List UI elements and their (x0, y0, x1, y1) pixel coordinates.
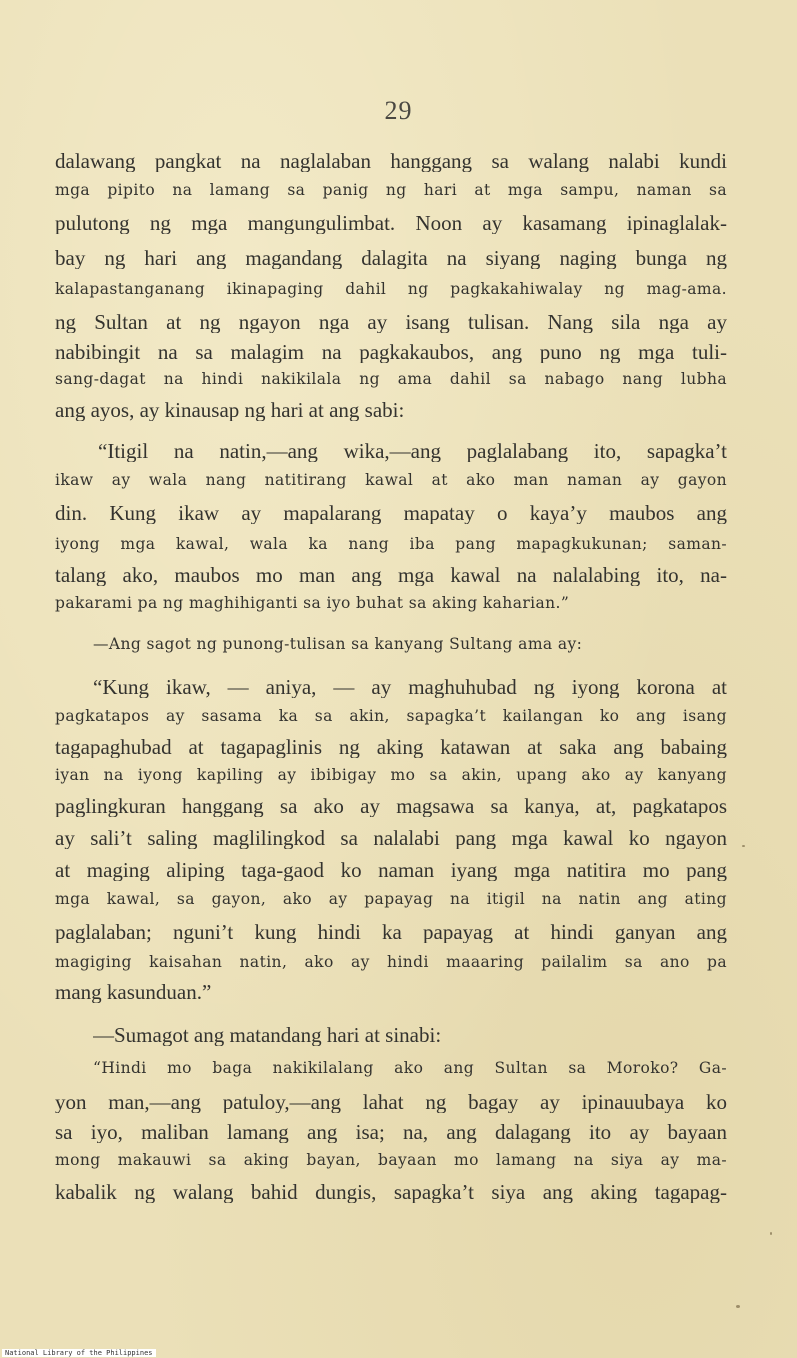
paper-speck (770, 1232, 772, 1235)
text-line-12: din. Kung ikaw ay mapalarang mapatay o kaya’y maubos ang (55, 503, 727, 524)
text-line-17: “Kung ikaw, — aniya, — ay maghuhubad ng iyong korona at (93, 677, 727, 698)
text-line-21: paglingkuran hanggang sa ako ay magsawa sa kanya, at, pagkatapos (55, 796, 727, 817)
text-line-5: kalapastanganang ikinapaging dahil ng pagkakahiwalay ng mag-ama. (55, 282, 727, 298)
text-line-7: nabibingit na sa malagim na pagkakaubos, ang puno ng mga tuli- (55, 342, 727, 363)
text-line-14: talang ako, maubos mo man ang mga kawal na nalalabing ito, na- (55, 565, 727, 586)
page-number: 29 (384, 96, 413, 125)
text-line-18: pagkatapos ay sasama ka sa akin, sapagka’t kailangan ko ang isang (55, 709, 727, 725)
paper-speck (742, 845, 745, 847)
text-line-15: pakarami pa ng maghihiganti sa iyo buhat sa aking kaharian.” (55, 596, 570, 612)
text-line-1: dalawang pangkat na naglalaban hanggang sa walang nalabi kundi (55, 151, 727, 172)
text-line-20: iyan na iyong kapiling ay ibibigay mo sa akin, upang ako ay kanyang (55, 768, 727, 784)
text-line-24: mga kawal, sa gayon, ako ay papayag na itigil na natin ang ating (55, 892, 727, 908)
text-line-9: ang ayos, ay kinausap ng hari at ang sabi: (55, 400, 405, 421)
text-line-19: tagapaghubad at tagapaglinis ng aking katawan at saka ang babaing (55, 737, 727, 758)
text-line-23: at maging aliping taga-gaod ko naman iyang mga natitira mo pang (55, 860, 727, 881)
text-line-11: ikaw ay wala nang natitirang kawal at ako man naman ay gayon (55, 473, 727, 489)
text-line-26: magiging kaisahan natin, ako ay hindi maaaring pailalim sa ano pa (55, 955, 727, 971)
paper-speck (736, 1305, 740, 1308)
text-line-22: ay sali’t saling maglilingkod sa nalalabi pang mga kawal ko ngayon (55, 828, 727, 849)
text-line-31: sa iyo, maliban lamang ang isa; na, ang dalagang ito ay bayaan (55, 1122, 727, 1143)
text-line-13: iyong mga kawal, wala ka nang iba pang mapagkukunan; saman- (55, 537, 727, 553)
text-line-4: bay ng hari ang magandang dalagita na siyang naging bunga ng (55, 248, 727, 269)
text-line-32: mong makauwi sa aking bayan, bayaan mo lamang na siya ay ma- (55, 1153, 727, 1169)
text-line-16: —Ang sagot ng punong-tulisan sa kanyang Sultang ama ay: (93, 637, 583, 653)
text-line-29: “Hindi mo baga nakikilalang ako ang Sultan sa Moroko? Ga- (93, 1061, 727, 1077)
library-watermark: National Library of the Philippines (2, 1349, 156, 1357)
text-line-28: —Sumagot ang matandang hari at sinabi: (93, 1025, 442, 1046)
text-line-33: kabalik ng walang bahid dungis, sapagka’t siya ang aking tagapag- (55, 1182, 727, 1203)
text-line-30: yon man,—ang patuloy,—ang lahat ng bagay ay ipinauubaya ko (55, 1092, 727, 1113)
text-line-8: sang-dagat na hindi nakikilala ng ama dahil sa nabago nang lubha (55, 372, 727, 388)
text-line-2: mga pipito na lamang sa panig ng hari at mga sampu, naman sa (55, 183, 727, 199)
text-line-6: ng Sultan at ng ngayon nga ay isang tulisan. Nang sila nga ay (55, 312, 727, 333)
text-line-10: “Itigil na natin,—ang wika,—ang paglalabang ito, sapagka’t (98, 441, 727, 462)
text-line-3: pulutong ng mga mangungulimbat. Noon ay kasamang ipinaglalak- (55, 213, 727, 234)
text-line-27: mang kasunduan.” (55, 982, 212, 1003)
text-line-25: paglalaban; nguni’t kung hindi ka papayag at hindi ganyan ang (55, 922, 727, 943)
